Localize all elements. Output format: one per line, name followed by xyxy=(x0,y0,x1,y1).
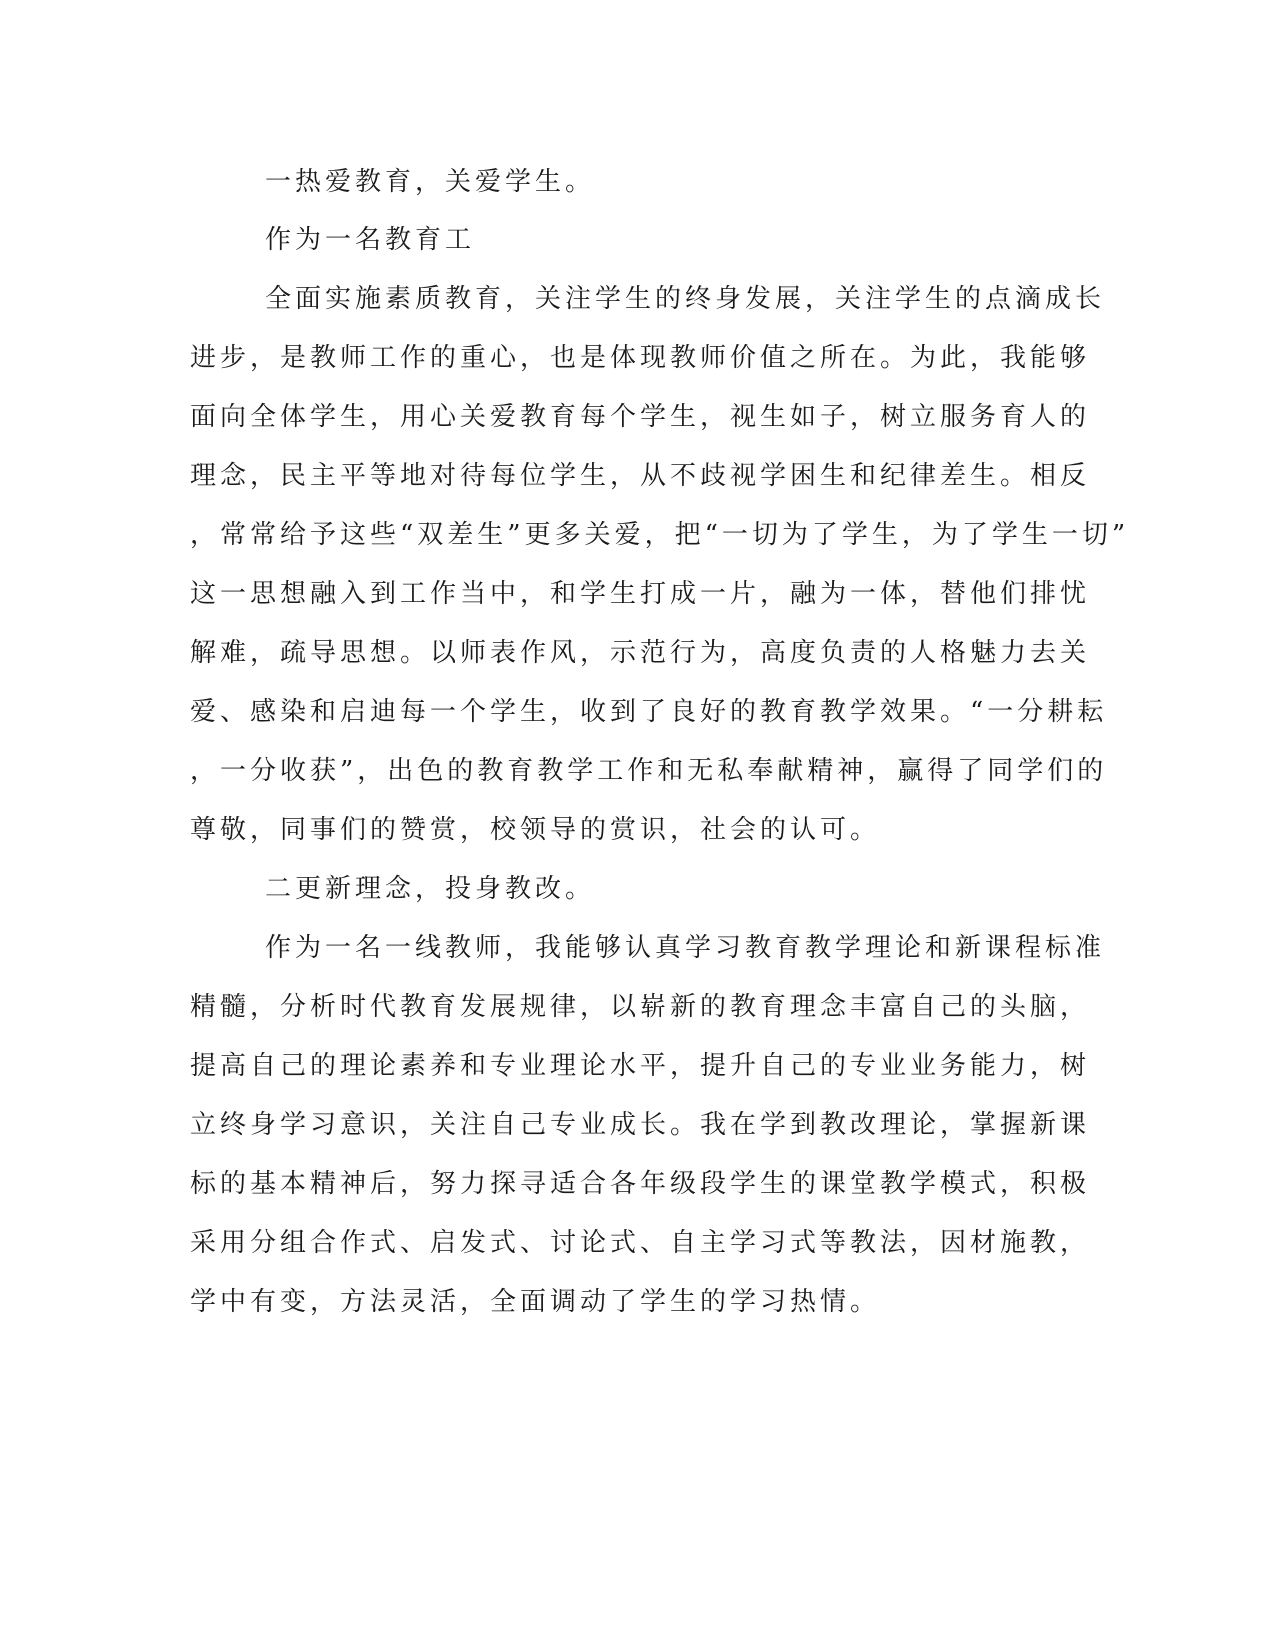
paragraph-line: 采用分组合作式、启发式、讨论式、自主学习式等教法，因材施教， xyxy=(190,1228,1091,1258)
paragraph-line: 解难，疏导思想。以师表作风，示范行为，高度负责的人格魅力去关 xyxy=(190,638,1091,668)
paragraph-line: 进步，是教师工作的重心，也是体现教师价值之所在。为此，我能够 xyxy=(190,343,1091,373)
paragraph-line: 这一思想融入到工作当中，和学生打成一片，融为一体，替他们排忧 xyxy=(190,579,1091,609)
paragraph-line: 全面实施素质教育，关注学生的终身发展，关注学生的点滴成长 xyxy=(265,284,1106,314)
paragraph-line: 精髓，分析时代教育发展规律，以崭新的教育理念丰富自己的头脑， xyxy=(190,992,1091,1022)
paragraph-line: 作为一名教育工 xyxy=(265,225,476,255)
paragraph-line: 爱、感染和启迪每一个学生，收到了良好的教育教学效果。“一分耕耘 xyxy=(190,697,1108,727)
paragraph-line: 作为一名一线教师，我能够认真学习教育教学理论和新课程标准 xyxy=(265,933,1106,963)
paragraph-line: 标的基本精神后，努力探寻适合各年级段学生的课堂教学模式，积极 xyxy=(190,1169,1091,1199)
paragraph-line: 学中有变，方法灵活，全面调动了学生的学习热情。 xyxy=(190,1287,881,1317)
paragraph-line: 立终身学习意识，关注自己专业成长。我在学到教改理论，掌握新课 xyxy=(190,1110,1091,1140)
paragraph-line: ，常常给予这些“双差生”更多关爱，把“一切为了学生，为了学生一切” xyxy=(190,520,1130,550)
paragraph-line: 提高自己的理论素养和专业理论水平，提升自己的专业业务能力，树 xyxy=(190,1051,1091,1081)
heading-love-education: 一热爱教育，关爱学生。 xyxy=(265,167,596,197)
paragraph-line: 尊敬，同事们的赞赏，校领导的赏识，社会的认可。 xyxy=(190,815,881,845)
heading-update-concepts: 二更新理念，投身教改。 xyxy=(265,874,596,904)
paragraph-line: ，一分收获”，出色的教育教学工作和无私奉献精神，赢得了同学们的 xyxy=(190,756,1108,786)
paragraph-line: 面向全体学生，用心关爱教育每个学生，视生如子，树立服务育人的 xyxy=(190,402,1091,432)
paragraph-line: 理念，民主平等地对待每位学生，从不歧视学困生和纪律差生。相反 xyxy=(190,461,1091,491)
